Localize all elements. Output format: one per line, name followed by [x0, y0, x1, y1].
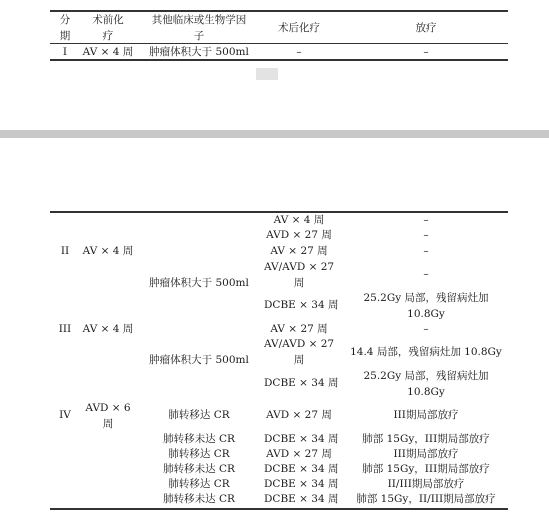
- row-post-chemo: AV × 27 周: [270, 323, 328, 335]
- other-factor-tumor-volume: 肿瘤体积大于 500ml: [149, 277, 249, 289]
- row-post-chemo: DCBE × 34 周: [264, 493, 339, 505]
- stage-2-pre-chemo: AV × 4 周: [82, 245, 134, 257]
- row-post-chemo: AV × 27 周: [270, 245, 328, 257]
- stage-3-label: III: [58, 323, 72, 335]
- header-pre-chemo: 术前化 疗: [92, 14, 124, 42]
- row-post-chemo: AV/AVD × 27 周: [264, 338, 335, 366]
- top-table-rule-bottom: [50, 59, 508, 61]
- row-other-factor: 肺转移未达 CR: [163, 493, 235, 505]
- row-radiotherapy: 肺部 15Gy，III期局部放疗: [362, 433, 490, 445]
- stage-3-pre-chemo: AV × 4 周: [82, 323, 134, 335]
- row-radiotherapy: 肺部 15Gy，II/III期局部放疗: [356, 493, 496, 505]
- row-other-factor: 肺转移未达 CR: [163, 463, 235, 475]
- row-radiotherapy: 25.2Gy 局部，残留病灶加 10.8Gy: [363, 292, 489, 320]
- bottom-table-rule-top: [50, 211, 508, 213]
- row-post-chemo: AV × 4 周: [273, 214, 325, 226]
- row-post-chemo: DCBE × 34 周: [264, 463, 339, 475]
- row-other-factor: 肺转移达 CR: [168, 409, 230, 421]
- row-post-chemo: AVD × 27 周: [266, 409, 332, 421]
- row-post-chemo: AVD × 27 周: [266, 229, 332, 241]
- row-radiotherapy: –: [423, 245, 429, 257]
- stage-2-label: II: [60, 245, 70, 257]
- row1-post-chemo: –: [296, 46, 302, 58]
- row-post-chemo: DCBE × 34 周: [264, 478, 339, 490]
- row-post-chemo: AV/AVD × 27 周: [264, 261, 335, 289]
- row1-pre-chemo: AV × 4 周: [82, 46, 134, 58]
- bottom-table-rule-bottom: [50, 508, 508, 510]
- top-table-rule-top: [50, 10, 508, 12]
- row-radiotherapy: 14.4 局部，残留病灶加 10.8Gy: [350, 346, 502, 358]
- row-radiotherapy: II/III期局部放疗: [387, 478, 465, 490]
- row-radiotherapy: –: [423, 214, 429, 226]
- row-radiotherapy: 肺部 15Gy，III期局部放疗: [362, 463, 490, 475]
- header-other-factors: 其他临床或生物学因 子: [151, 14, 247, 42]
- row-other-factor: 肺转移达 CR: [168, 478, 230, 490]
- row-post-chemo: DCBE × 34 周: [264, 433, 339, 445]
- top-table-rule-mid: [50, 43, 508, 44]
- scan-mark: [256, 68, 278, 80]
- row-radiotherapy: 25.2Gy 局部，残留病灶加 10.8Gy: [363, 370, 489, 398]
- other-factor-tumor-volume: 肿瘤体积大于 500ml: [149, 354, 249, 366]
- row-other-factor: 肺转移未达 CR: [163, 433, 235, 445]
- header-post-chemo: 术后化疗: [278, 22, 320, 34]
- row-post-chemo: AVD × 27 周: [266, 448, 332, 460]
- row-radiotherapy: –: [423, 229, 429, 241]
- row1-other: 肿瘤体积大于 500ml: [149, 46, 249, 58]
- row-post-chemo: DCBE × 34 周: [264, 377, 339, 389]
- row-post-chemo: DCBE × 34 周: [264, 299, 339, 311]
- header-radiotherapy: 放疗: [415, 22, 437, 34]
- stage-4-pre-chemo: AVD × 6 周: [85, 402, 131, 430]
- row-radiotherapy: –: [423, 323, 429, 335]
- row1-radiotherapy: –: [423, 46, 429, 58]
- header-stage: 分 期: [59, 14, 71, 42]
- page-break: [0, 130, 549, 138]
- row1-stage: I: [62, 46, 68, 58]
- row-radiotherapy: III期局部放疗: [393, 409, 459, 421]
- row-radiotherapy: –: [423, 268, 429, 280]
- row-other-factor: 肺转移达 CR: [168, 448, 230, 460]
- stage-4-label: IV: [59, 409, 71, 421]
- row-radiotherapy: III期局部放疗: [393, 448, 459, 460]
